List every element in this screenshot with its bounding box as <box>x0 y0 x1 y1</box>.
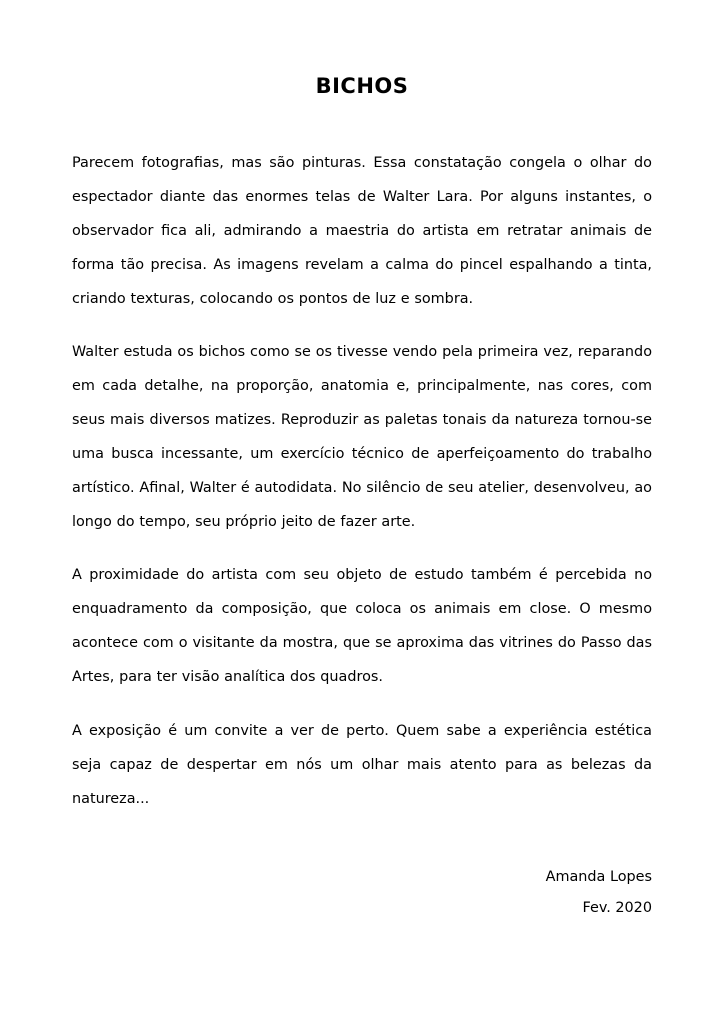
signature-block <box>72 862 652 923</box>
paragraph: A exposição é um convite a ver de perto. Quem sabe a experiência estética seja capaz de despertar em nós um olhar mais atento para as belezas da natureza... <box>72 722 652 807</box>
signature-author: Amanda Lopes <box>545 869 652 886</box>
paragraph: Parecem fotografias, mas são pinturas. Essa constatação congela o olhar do espectador diante das enormes telas de Walter Lara. Por alguns instantes, o observador fica ali, admirando a maestria do artista em retratar animais de forma tão precisa. As imagens revelam a calma do pincel espalhando a tinta, criando texturas, colocando os pontos de luz e sombra. <box>72 155 652 307</box>
paragraph: A proximidade do artista com seu objeto de estudo também é percebida no enquadramento da composição, que coloca os animais em close. O mesmo acontece com o visitante da mostra, que se aproxima das vitrines do Passo das Artes, para ter visão analítica dos quadros. <box>72 567 652 685</box>
page-title: BICHOS <box>315 74 409 98</box>
paragraph: Walter estuda os bichos como se os tivesse vendo pela primeira vez, reparando em cada detalhe, na proporção, anatomia e, principalmente, nas cores, com seus mais diversos matizes. Reproduzir as paletas tonais da natureza tornou-se uma busca incessante, um exercício técnico de aperfeiçoamento do trabalho artístico. Afinal, Walter é autodidata. No silêncio de seu atelier, desenvolveu, ao longo do tempo, seu próprio jeito de fazer arte. <box>72 344 652 530</box>
document-body <box>72 147 652 816</box>
signature-date: Fev. 2020 <box>582 899 652 916</box>
